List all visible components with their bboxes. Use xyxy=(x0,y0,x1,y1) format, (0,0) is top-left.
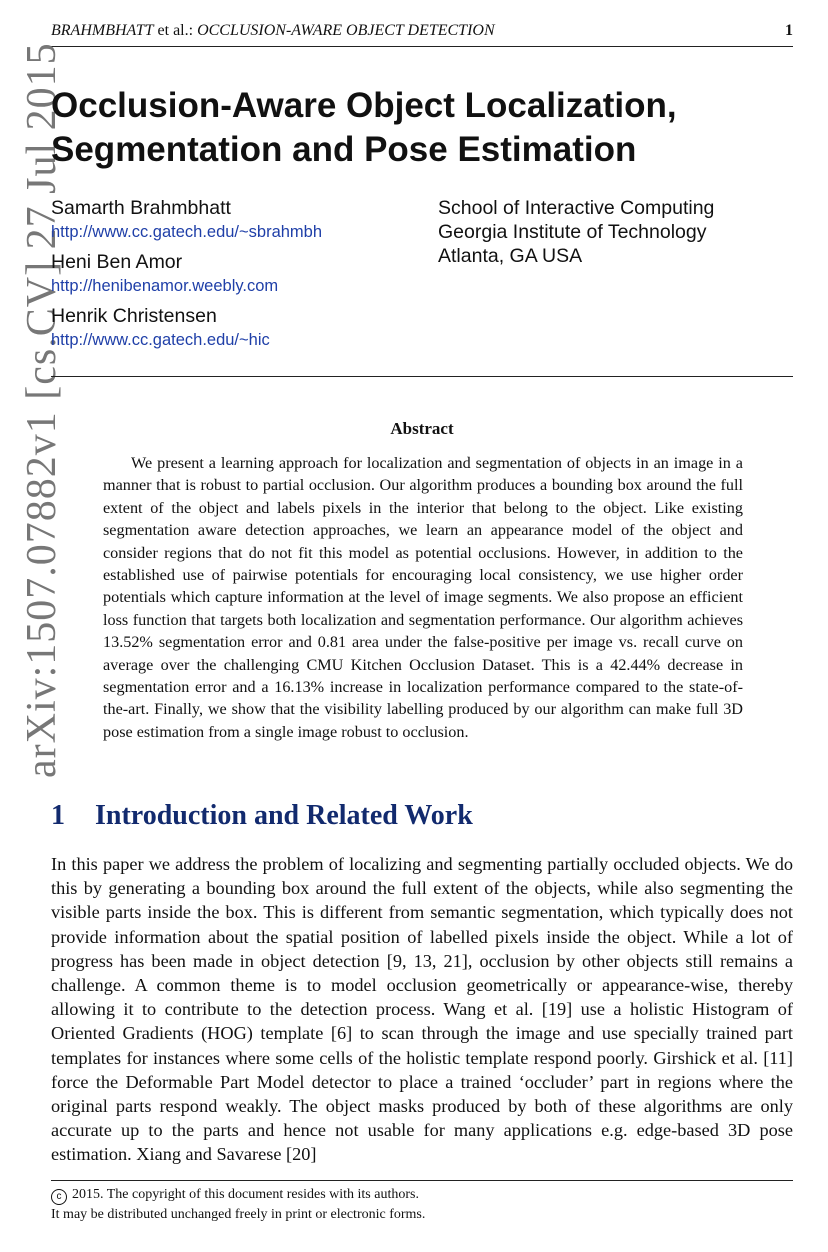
copyright-icon: c xyxy=(51,1189,67,1205)
page-number: 1 xyxy=(785,22,793,39)
arxiv-stamp: arXiv:1507.07882v1 [cs.CV] 27 Jul 2015 xyxy=(19,42,65,778)
copyright-line xyxy=(51,1185,793,1205)
paper-title-line-1: Occlusion-Aware Object Localization, xyxy=(51,86,677,125)
affiliation-line: Atlanta, GA USA xyxy=(438,245,583,267)
section-body xyxy=(51,852,793,1167)
author-list xyxy=(51,196,431,358)
abstract-paragraph: We present a learning approach for localization and segmentation of objects in an image in a manner that is robust to partial occlusion. Our algorithm produces a bounding box around the full extent of the object and labels pixels in the interior that belong to the object. Like existing segmentation aware detection approaches, we learn an appearance model of the object and consider regions that do not fit this model as potential occlusions. However, in addition to the established use of pairwise potentials for encouraging local consistency, we use higher order potentials which capture information at the level of image segments. We also propose an efficient loss function that targets both localization and segmentation performance. Our algorithm achieves 13.52% segmentation error and 0.81 area under the false-positive per image vs. recall curve on average over the challenging CMU Kitchen Occlusion Dataset. This is a 42.44% decrease in segmentation error and a 16.13% increase in localization performance compared to the state-of-the-art. Finally, we show that the visibility labelling produced by our algorithm can make full 3D pose estimation from a single image robust to occlusion. xyxy=(103,454,743,741)
author-homepage-link[interactable]: http://www.cc.gatech.edu/~sbrahmbh xyxy=(51,223,323,241)
title-divider xyxy=(51,376,793,377)
affiliation-line: School of Interactive Computing xyxy=(438,197,715,219)
author-name: Heni Ben Amor xyxy=(51,251,183,273)
body-paragraph: In this paper we address the problem of localizing and segmenting partially occluded objects. We do this by generating a bounding box around the full extent of the objects, while also segmenting the visible parts inside the box. This is different from semantic segmentation, which typically does not provide information about the spatial position of labelled pixels inside the object. While a lot of progress has been made in object detection [9, 13, 21], occlusion by other objects still remains a challenge. A common theme is to model occlusion geometrically or appearance-wise, thereby allowing it to contribute to the detection process. Wang et al. [19] use a holistic Histogram of Oriented Gradients (HOG) template [6] to scan through the image and use specially trained part templates for instances where some cells of the holistic template respond poorly. Girshick et al. [11] force the Deformable Part Model detector to place a trained ‘occluder’ part in regions where the original parts respond weakly. The object masks produced by both of these algorithms are only accurate up to the parts and hence not usable for many applications e.g. edge-based 3D pose estimation. Xiang and Savarese [20] xyxy=(51,854,793,1165)
running-header-title: OCCLUSION-AWARE OBJECT DETECTION xyxy=(197,22,495,39)
paper-title xyxy=(51,84,751,172)
running-header xyxy=(51,20,793,47)
abstract-body xyxy=(103,452,743,743)
author-name: Samarth Brahmbhatt xyxy=(51,197,231,219)
author-homepage-link[interactable]: http://henibenamor.weebly.com xyxy=(51,277,279,295)
section-title: Introduction and Related Work xyxy=(95,800,473,831)
running-header-etal: et al. xyxy=(153,22,189,39)
distribution-note: It may be distributed unchanged freely in print or electronic forms. xyxy=(51,1207,426,1222)
copyright-text: 2015. The copyright of this document resides with its authors. xyxy=(72,1187,419,1202)
paper-title-line-2: Segmentation and Pose Estimation xyxy=(51,130,637,169)
affiliation-line: Georgia Institute of Technology xyxy=(438,221,707,243)
footer-divider xyxy=(51,1180,793,1181)
copyright-footer xyxy=(51,1185,793,1225)
section-heading xyxy=(51,798,793,834)
running-header-separator: : xyxy=(188,22,198,39)
abstract-heading: Abstract xyxy=(390,419,454,438)
author-homepage-link[interactable]: http://www.cc.gatech.edu/~hic xyxy=(51,331,270,349)
affiliation xyxy=(438,196,778,268)
running-header-authors: BRAHMBHATT xyxy=(51,22,154,39)
author-name: Henrik Christensen xyxy=(51,305,217,327)
section-number: 1 xyxy=(51,800,65,831)
